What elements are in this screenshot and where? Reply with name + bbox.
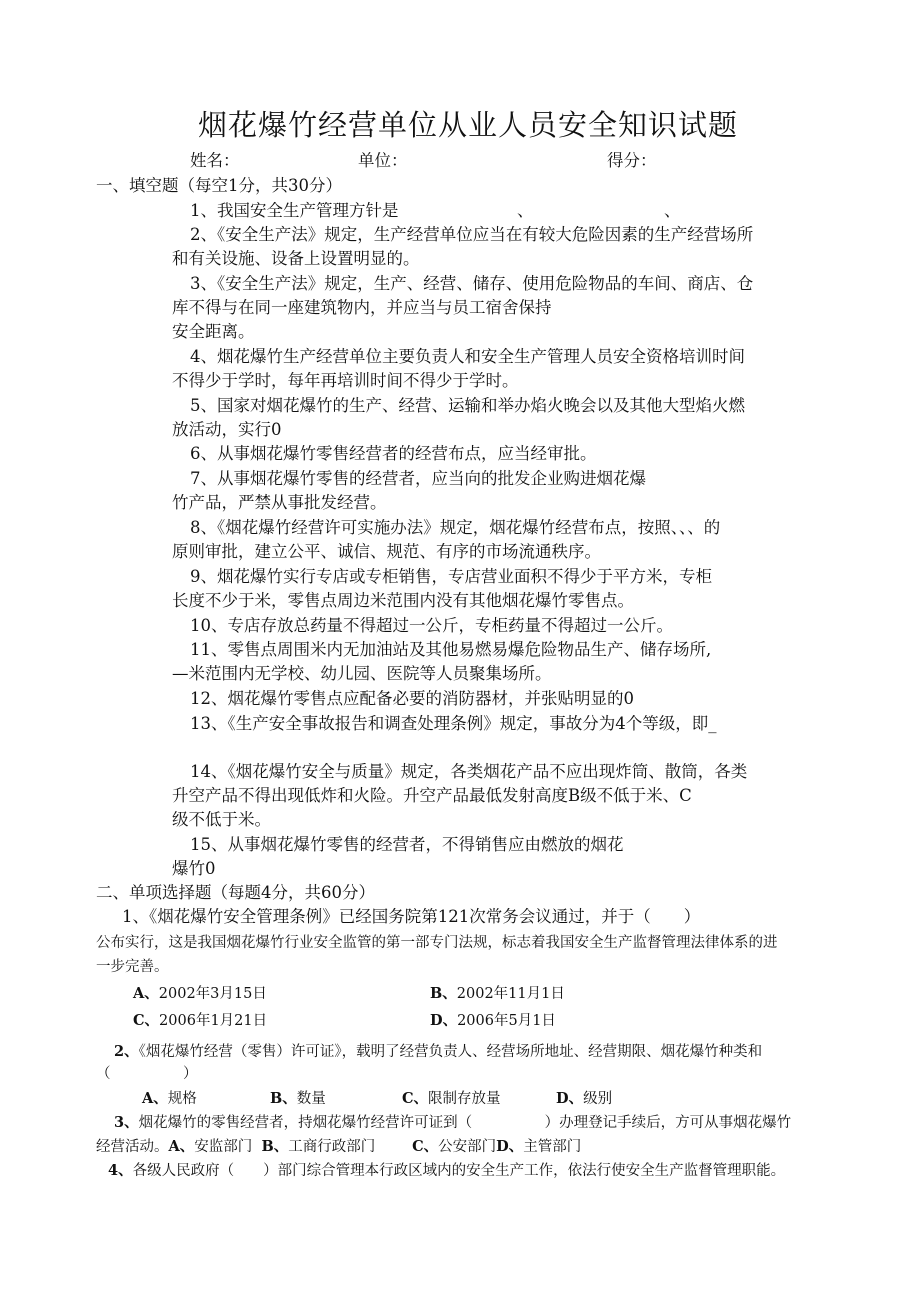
q2-line-1: 2、《安全生产法》规定，生产经营单位应当在有较大危险因素的生产经营场所: [190, 225, 754, 244]
q7-line-2: 竹产品，严禁从事批发经营。: [172, 493, 387, 512]
mc-q2-option-a: A、规格: [142, 1090, 197, 1107]
mc-q2-option-c: C、限制存放量: [402, 1090, 501, 1107]
q1-text: 1、我国安全生产管理方针是: [190, 201, 399, 220]
mc-q1-option-c: C、2006年1月21日: [133, 1012, 268, 1029]
q14-line-2: 升空产品不得出现低炸和火险。升空产品最低发射高度B级不低于米、C: [172, 786, 692, 805]
mc-q1-option-a: A、2002年3月15日: [133, 985, 267, 1002]
q12-text: 12、烟花爆竹零售点应配备必要的消防器材，并张贴明显的0: [190, 689, 634, 708]
q8-line-1: 8、《烟花爆竹经营许可实施办法》规定，烟花爆竹经营布点，按照、、、的: [190, 518, 721, 537]
q5-line-2: 放活动，实行0: [172, 420, 282, 439]
q9-line-1: 9、烟花爆竹实行专店或专柜销售，专店营业面积不得少于平方米，专柜: [190, 567, 712, 586]
q4-line-1: 4、烟花爆竹生产经营单位主要负责人和安全生产管理人员安全资格培训时间: [190, 347, 745, 366]
q1-separator-1: 、: [517, 201, 534, 220]
q11-line-2: —米范围内无学校、幼儿园、医院等人员聚集场所。: [172, 664, 552, 683]
mc-q2-option-b: B、数量: [270, 1090, 326, 1107]
mc-q2-line-1: 2、《烟花爆竹经营（零售）许可证》，载明了经营负责人、经营场所地址、经营期限、烟花爆竹种类和: [114, 1043, 763, 1060]
q6-text: 6、从事烟花爆竹零售经营者的经营布点，应当经审批。: [190, 444, 597, 463]
q14-line-3: 级不低于米。: [172, 810, 271, 829]
q14-line-1: 14、《烟花爆竹安全与质量》规定，各类烟花产品不应出现炸筒、散筒，各类: [190, 762, 748, 781]
mc-q2-option-d: D、级别: [556, 1090, 613, 1107]
mc-q1-option-d: D、2006年5月1日: [430, 1012, 556, 1029]
mc-q1-line-1: 1、《烟花爆竹安全管理条例》已经国务院第121次常务会议通过，并于（ ）: [122, 907, 701, 926]
mc-q4-line-1: 4、各级人民政府（ ）部门综合管理本行政区域内的安全生产工作，依法行使安全生产监督管理职能。: [108, 1162, 786, 1179]
section-heading-fill-blank: 一、填空题（每空1分，共30分）: [96, 176, 342, 195]
q15-line-1: 15、从事烟花爆竹零售的经营者，不得销售应由燃放的烟花: [190, 835, 624, 854]
document-title: 烟花爆竹经营单位从业人员安全知识试题: [198, 108, 739, 142]
mc-q3-line-1: 3、烟花爆竹的零售经营者，持烟花爆竹经营许可证到（ ）办理登记手续后，方可从事烟花爆竹: [114, 1114, 792, 1131]
q1-separator-2: 、: [664, 201, 681, 220]
q5-line-1: 5、国家对烟花爆竹的生产、经营、运输和举办焰火晚会以及其他大型焰火燃: [190, 396, 745, 415]
unit-label: 单位：: [358, 151, 408, 170]
mc-q2-line-2: （ ）: [96, 1066, 198, 1082]
mc-q1-line-3: 一步完善。: [96, 959, 169, 975]
q13-text: 13、《生产安全事故报告和调查处理条例》规定，事故分为4个等级，即_: [190, 714, 717, 733]
mc-q1-option-b: B、2002年11月1日: [430, 985, 565, 1002]
q8-line-2: 原则审批，建立公平、诚信、规范、有序的市场流通秩序。: [172, 542, 601, 561]
q2-line-2: 和有关设施、设备上设置明显的。: [172, 249, 420, 268]
q3-line-1: 3、《安全生产法》规定，生产、经营、储存、使用危险物品的车间、商店、仓: [190, 274, 754, 293]
score-label: 得分：: [607, 151, 657, 170]
section-heading-single-choice: 二、单项选择题（每题4分，共60分）: [96, 883, 375, 902]
q11-line-1: 11、零售点周围米内无加油站及其他易燃易爆危险物品生产、储存场所,: [190, 640, 712, 659]
q3-line-2: 库不得与在同一座建筑物内，并应当与员工宿舍保持: [172, 298, 552, 317]
q3-line-3: 安全距离。: [172, 322, 255, 341]
q7-line-1: 7、从事烟花爆竹零售的经营者，应当向的批发企业购进烟花爆: [190, 469, 646, 488]
name-label: 姓名：: [190, 151, 240, 170]
mc-q1-line-2: 公布实行，这是我国烟花爆竹行业安全监管的第一部专门法规，标志着我国安全生产监督管理法律体系的进: [96, 935, 778, 951]
q9-line-2: 长度不少于米，零售点周边米范围内没有其他烟花爆竹零售点。: [172, 591, 634, 610]
mc-q3-line-2: 经营活动。A、安监部门 B、工商行政部门 C、公安部门D、主管部门: [96, 1138, 582, 1155]
q4-line-2: 不得少于学时，每年再培训时间不得少于学时。: [172, 371, 519, 390]
q15-line-2: 爆竹0: [172, 859, 216, 878]
q10-text: 10、专店存放总药量不得超过一公斤，专柜药量不得超过一公斤。: [190, 616, 673, 635]
